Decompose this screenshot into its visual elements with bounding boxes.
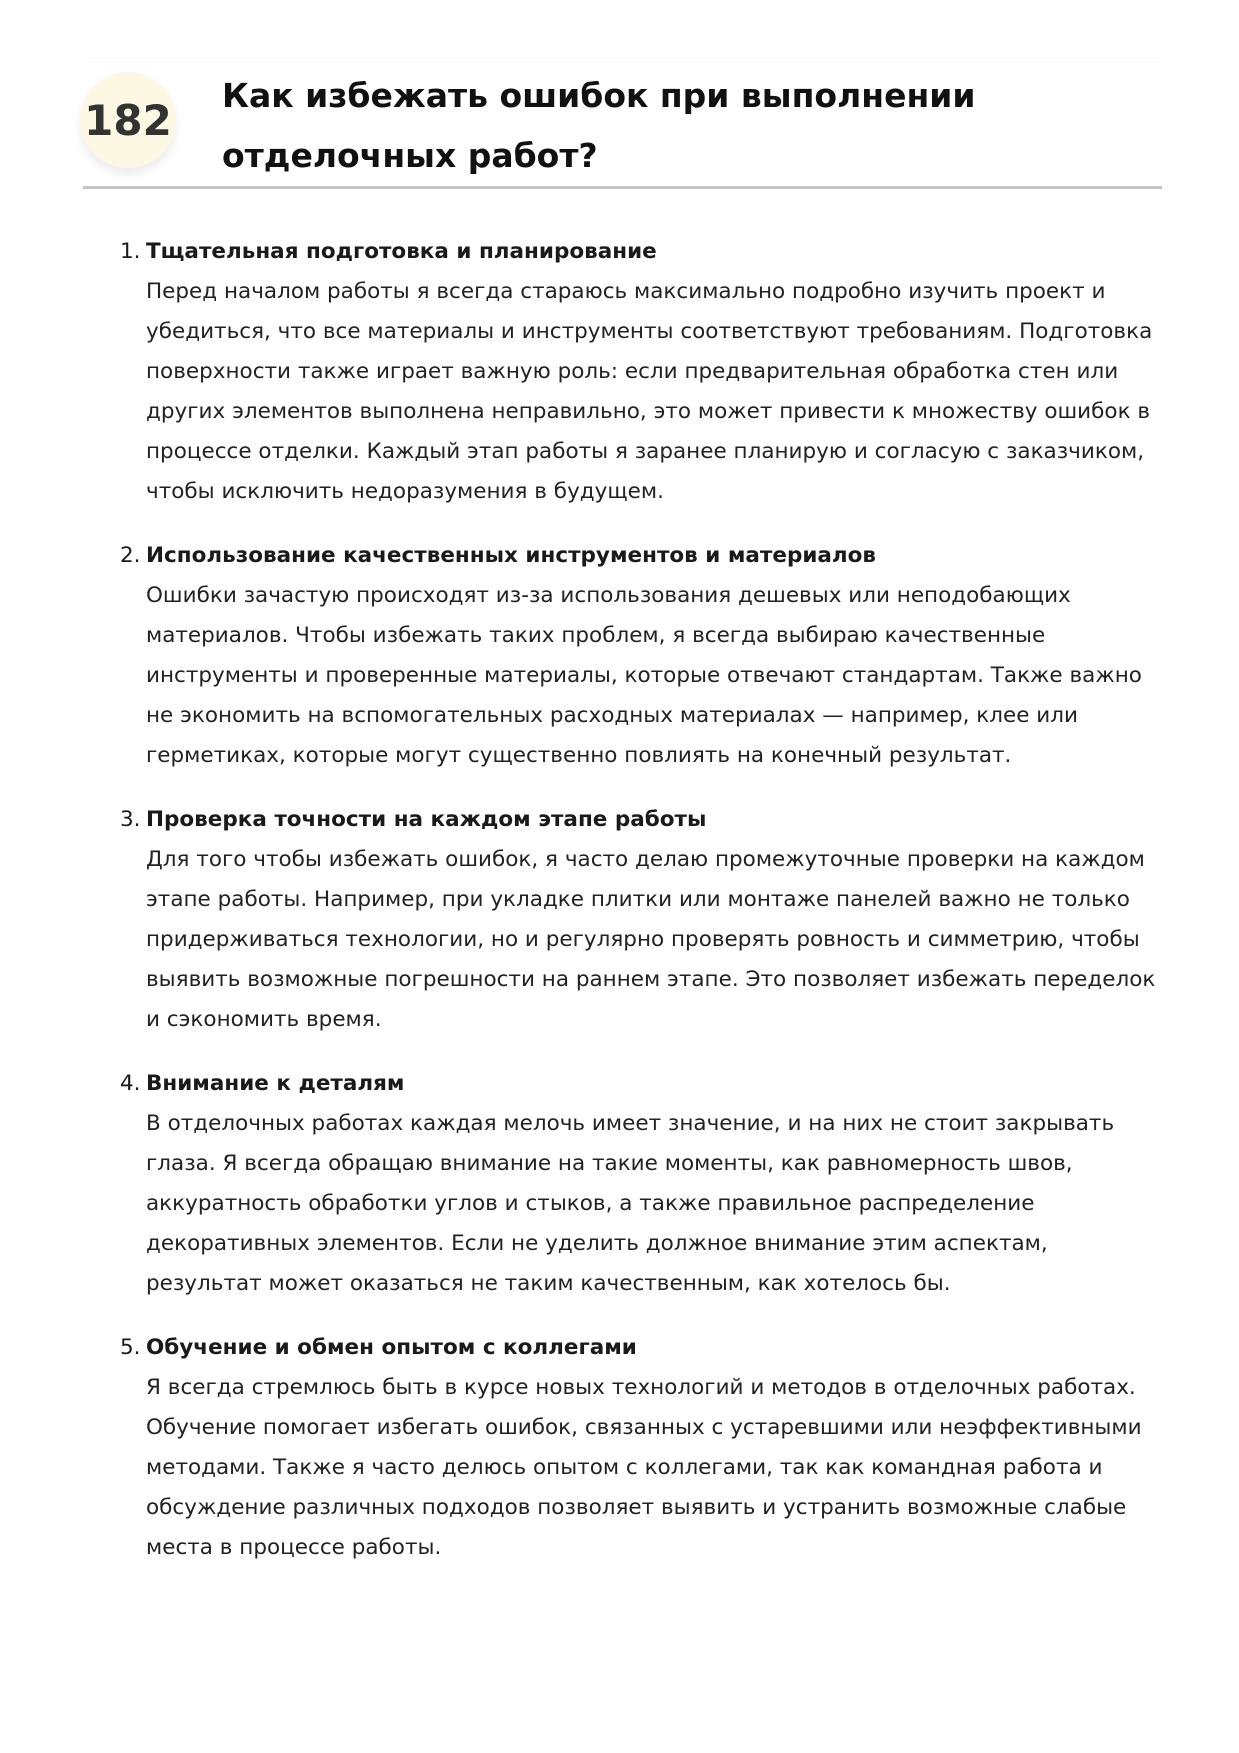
item-number: 4. <box>120 1071 141 1096</box>
item-number: 2. <box>120 543 141 568</box>
list-item <box>100 1064 1162 1304</box>
item-number: 5. <box>120 1335 141 1360</box>
page-title: Как избежать ошибок при выполнении отделочных работ? <box>222 76 976 175</box>
list-item <box>100 800 1162 1040</box>
item-text: Я всегда стремлюсь быть в курсе новых технологий и методов в отделочных работах. Обучение помогает избегать ошибок, связанных с устаревшими или неэффективными методами. Также я часто делюсь опытом с коллегами, так как командная работа и обсуждение различных подходов позволяет выявить и устранить возможные слабые места в процессе работы. <box>146 1375 1142 1560</box>
tips-list <box>100 232 1162 1592</box>
list-item <box>100 536 1162 776</box>
item-text: Перед началом работы я всегда стараюсь максимально подробно изучить проект и убедиться, что все материалы и инструменты соответствуют требованиям. Подготовка поверхности также играет важную роль: если предварительная обработка стен или других элементов выполнена неправильно, это может привести к множеству ошибок в процессе отделки. Каждый этап работы я заранее планирую и согласую с заказчиком, чтобы исключить недоразумения в будущем. <box>146 279 1153 504</box>
list-item <box>100 232 1162 512</box>
page-header <box>83 58 1162 189</box>
item-text: В отделочных работах каждая мелочь имеет значение, и на них не стоит закрывать глаза. Я всегда обращаю внимание на такие моменты, как равномерность швов, аккуратность обработки углов и стыков, а также правильное распределение декоративных элементов. Если не уделить должное внимание этим аспектам, результат может оказаться не таким качественным, как хотелось бы. <box>146 1111 1115 1296</box>
item-heading: Использование качественных инструментов и материалов <box>146 543 877 568</box>
page-number-badge: 182 <box>80 72 176 168</box>
item-heading: Внимание к деталям <box>146 1071 405 1096</box>
item-text: Для того чтобы избежать ошибок, я часто делаю промежуточные проверки на каждом этапе работы. Например, при укладке плитки или монтаже панелей важно не только придерживаться технологии, но и регулярно проверять ровность и симметрию, чтобы выявить возможные погрешности на раннем этапе. Это позволяет избежать переделок и сэкономить время. <box>146 847 1156 1032</box>
item-text: Ошибки зачастую происходят из-за использования дешевых или неподобающих материалов. Чтобы избежать таких проблем, я всегда выбираю качественные инструменты и проверенные материалы, которые отвечают стандартам. Также важно не экономить на вспомогательных расходных материалах — например, клее или герметиках, которые могут существенно повлиять на конечный результат. <box>146 583 1142 768</box>
list-item <box>100 1328 1162 1568</box>
item-number: 3. <box>120 807 141 832</box>
item-heading: Обучение и обмен опытом с коллегами <box>146 1335 637 1360</box>
item-heading: Проверка точности на каждом этапе работы <box>146 807 707 832</box>
item-heading: Тщательная подготовка и планирование <box>146 239 657 264</box>
item-number: 1. <box>120 239 141 264</box>
